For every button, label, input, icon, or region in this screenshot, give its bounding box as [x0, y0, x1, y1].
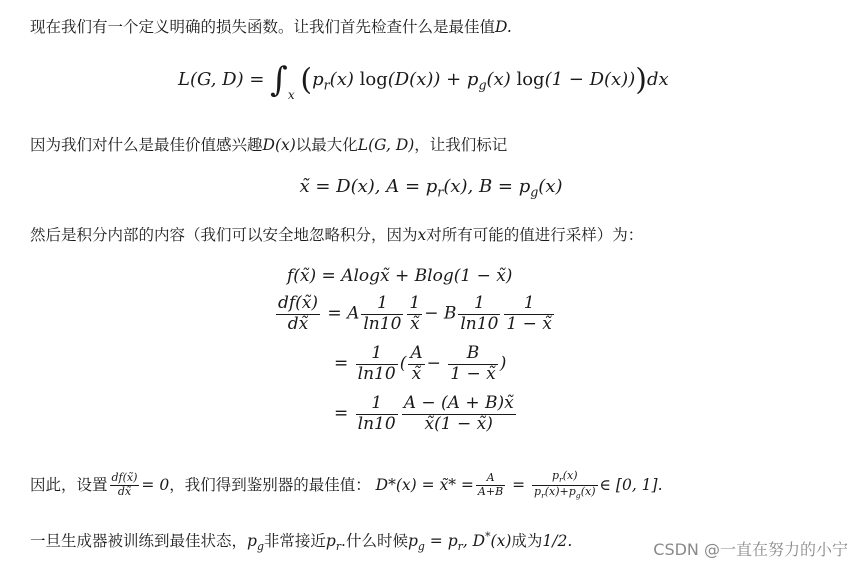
eq-zero: = 0 — [141, 476, 170, 495]
right-paren: ) — [635, 62, 647, 98]
small-derivative-frac: $\frac{df(x̃)}{dx̃}$ — [111, 471, 138, 499]
paragraph-5-text-b: 非常接近 — [263, 532, 326, 551]
deriv-lhs-den: dx̃ — [287, 313, 309, 334]
math-half: 1/2. — [542, 532, 573, 551]
dx: dx — [646, 69, 669, 90]
math-x: x — [417, 226, 427, 244]
paragraph-1 — [30, 16, 512, 38]
frac-pr-over-sum: $\frac{p_r(x)}{p_r(x)+p_g(x)}$ — [534, 469, 596, 501]
deriv-line-1: f(x̃) = Alogx̃ + Blog(1 − x̃) — [287, 266, 513, 286]
paragraph-4: 因此，设置 $\frac{df(x̃)}{dx̃}$ = 0，我们得到鉴别器的最佳值： D*(x) = x̃* = $\frac{A}{A+B}$ = $\frac{p_r(x)}{p_r(x)+p_g(x)}$ ∈ [0, 1]. — [30, 469, 663, 501]
paragraph-2-text-a: 因为我们对什么是最佳价值感兴趣 — [30, 136, 263, 154]
paragraph-3-text-a: 然后是积分内部的内容（我们可以安全地忽略积分，因为 — [30, 226, 418, 244]
integrand: $p_r(x) \log(D(x)) + p_g(x) \log(1 - D(x))$ — [312, 69, 636, 93]
frac-A-over-AB: $\frac{A}{A+B}$ — [477, 471, 504, 499]
csdn-watermark: CSDN @一直在努力的小宁 — [653, 540, 848, 559]
math-pg: $p_g$ — [247, 532, 264, 554]
math-pg-eq-pr: $p_g = p_r$, D*(x) — [407, 530, 512, 554]
integral-subscript: x — [287, 88, 295, 102]
paragraph-2 — [30, 134, 507, 156]
paragraph-3-text-b: 对所有可能的值进行采样）为： — [426, 226, 644, 244]
math-Dx: D(x) — [262, 136, 296, 154]
math-D: D. — [495, 18, 512, 36]
paragraph-1-text: 现在我们有一个定义明确的损失函数。让我们首先检查什么是最佳值 — [30, 18, 496, 36]
paragraph-5-text-d: 成为 — [511, 532, 543, 551]
integral-sign: ∫ — [270, 60, 288, 100]
paragraph-5 — [30, 526, 572, 558]
deriv-line-4: = $\frac{1}{\ln 10}$ $\frac{A - (A + B)x̃}{x̃(1 - x̃)}$ — [334, 393, 514, 434]
paragraph-5-text-c: .什么时候 — [341, 532, 408, 551]
loss-equation — [178, 60, 669, 102]
paragraph-4-text-a: 因此，设置 — [30, 476, 108, 495]
deriv-line-3: = $\frac{1}{\ln 10}$ ( $\frac{A}{x̃}$ − $\frac{B}{1 - x̃}$ ) — [334, 343, 507, 384]
loss-lhs: L(G, D) = — [178, 69, 265, 90]
left-paren: ( — [300, 62, 313, 98]
paragraph-5-text-a: 一旦生成器被训练到最佳状态， — [30, 532, 248, 551]
paragraph-3 — [30, 224, 643, 246]
paragraph-4-text-b: ，我们得到鉴别器的最佳值： — [169, 476, 371, 495]
deriv-line-2: $\frac{df(x̃)}{dx̃}$ = A $\frac{1}{\ln 10}$ $\frac{1}{x̃}$ − B $\frac{1}{\ln 10}$ $\frac{1}{1 - x̃}$ — [278, 293, 552, 334]
substitution-equation: x̃ = D(x), $A = p_r(x)$, $B = p_g(x)$ — [299, 176, 563, 200]
range: ∈ [0, 1]. — [599, 476, 663, 495]
optimal-D: D*(x) = x̃* = — [375, 476, 474, 495]
math-pr: $p_r$ — [325, 532, 342, 554]
paragraph-2-text-b: 以最大化 — [295, 136, 358, 154]
math-LGD: L(G, D) — [357, 136, 415, 154]
paragraph-2-text-c: ，让我们标记 — [414, 136, 508, 154]
deriv-lhs-num: df(x̃) — [278, 293, 319, 313]
